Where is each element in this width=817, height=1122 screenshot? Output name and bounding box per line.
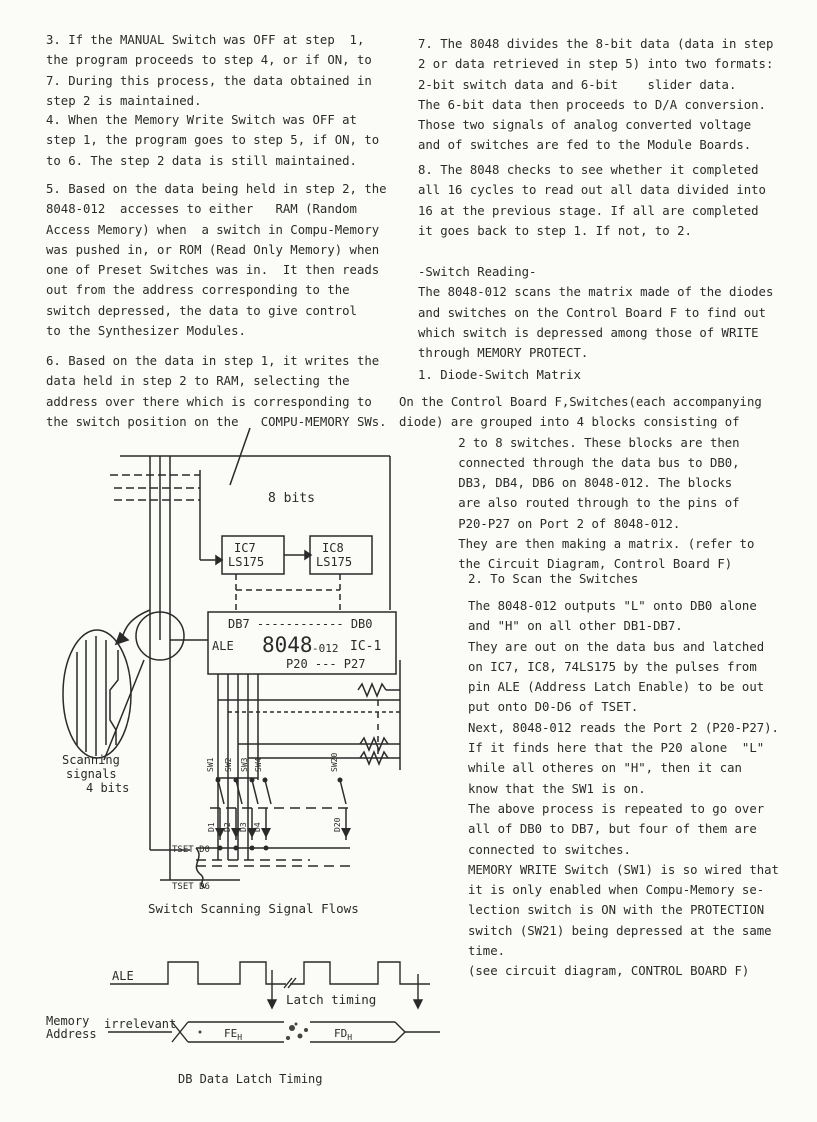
text-line: know that the SW1 is on. bbox=[468, 781, 646, 796]
diode-d20: D20 bbox=[333, 817, 342, 832]
text-line: all 16 cycles to read out all data divided into bbox=[418, 183, 766, 198]
memory-label: Memory bbox=[46, 1014, 90, 1028]
ic7-type: LS175 bbox=[228, 555, 265, 569]
text-line: (see circuit diagram, CONTROL BOARD F) bbox=[468, 964, 750, 979]
text-line: switch depressed, the data to give control bbox=[46, 303, 357, 318]
text-line: the program proceeds to step 4, or if ON, to bbox=[46, 53, 372, 68]
ic7-name: IC7 bbox=[234, 541, 256, 555]
text-line: all of DB0 to DB7, but four of them are bbox=[468, 822, 757, 837]
text-line: was pushed in, or ROM (Read Only Memory) when bbox=[46, 242, 380, 257]
diode-d3: D3 bbox=[239, 822, 248, 832]
text-line: diode) are grouped into 4 blocks consisting of bbox=[399, 415, 740, 430]
scan-label-2: signals bbox=[66, 767, 117, 781]
text-line: address over there which is corresponding to bbox=[46, 394, 372, 409]
switch-sw1: SW1 bbox=[206, 757, 215, 772]
ic8-type: LS175 bbox=[316, 555, 353, 569]
text-line: The above process is repeated to go over bbox=[468, 801, 765, 816]
text-line: while all otheres on "H", then it can bbox=[468, 761, 742, 776]
text-line: Next, 8048-012 reads the Port 2 (P20-P27). bbox=[468, 720, 779, 735]
text-line: 2 or data retrieved in step 5) into two formats: bbox=[418, 57, 774, 72]
text-line: Those two signals of analog converted voltage bbox=[418, 118, 752, 133]
text-line: and of switches are fed to the Module Boards. bbox=[418, 138, 752, 153]
switch-sw4: SW4 bbox=[254, 757, 263, 772]
text-line: connected to switches. bbox=[468, 842, 631, 857]
text-line: On the Control Board F,Switches(each accompanying bbox=[399, 395, 762, 409]
text-line: which switch is depressed among those of WRITE bbox=[418, 325, 759, 340]
text-line: one of Preset Switches was in. It then reads bbox=[46, 263, 380, 278]
scan-label-1: Scanning bbox=[62, 753, 120, 767]
diode-d1: D1 bbox=[207, 822, 216, 832]
latch-timing-diagram bbox=[0, 950, 460, 1100]
text-line: -Switch Reading- bbox=[418, 265, 537, 279]
text-line: the Circuit Diagram, Control Board F) bbox=[399, 557, 733, 572]
text-line: 5. Based on the data being held in step 2, the bbox=[46, 182, 387, 196]
text-line: are also routed through to the pins of bbox=[399, 496, 740, 511]
text-line: They are then making a matrix. (refer to bbox=[399, 537, 755, 552]
text-line: it goes back to step 1. If not, to 2. bbox=[418, 223, 692, 238]
text-line: through MEMORY PROTECT. bbox=[418, 346, 589, 361]
switch-sw20: SW20 bbox=[330, 752, 339, 772]
text-line: 7. The 8048 divides the 8-bit data (data in step bbox=[418, 37, 774, 51]
text-line: Access Memory) when a switch in Compu-Memory bbox=[46, 222, 380, 237]
fe-label: $FE_H$ bbox=[224, 1027, 243, 1042]
section-2-title: 2. To Scan the Switches bbox=[468, 572, 639, 586]
text-line: and "H" on all other DB1-DB7. bbox=[468, 619, 683, 634]
label-8-bits: 8 bits bbox=[268, 491, 315, 506]
text-line: P20-P27 on Port 2 of 8048-012. bbox=[399, 516, 681, 531]
tset-d6-label: TSET D6 bbox=[172, 882, 210, 892]
text-line: DB3, DB4, DB6 on 8048-012. The blocks bbox=[399, 476, 733, 491]
diagram1-caption: Switch Scanning Signal Flows bbox=[148, 901, 359, 916]
timing-ale-label: ALE bbox=[112, 969, 134, 983]
chip-sub-label: -012 bbox=[312, 642, 339, 655]
db-range: DB7 ------------ DB0 bbox=[228, 617, 373, 631]
text-line: to the Synthesizer Modules. bbox=[46, 324, 246, 339]
text-line: 7. During this process, the data obtained in bbox=[46, 73, 372, 88]
text-line: 8. The 8048 checks to see whether it completed bbox=[418, 163, 759, 177]
text-line: If it finds here that the P20 alone "L" bbox=[468, 741, 765, 756]
section-1-title: 1. Diode-Switch Matrix bbox=[418, 368, 581, 382]
diode-d2: D2 bbox=[223, 822, 232, 832]
tset-d0-label: TSET D0 bbox=[172, 845, 210, 855]
diagram2-caption: DB Data Latch Timing bbox=[178, 1072, 323, 1086]
text-line: MEMORY WRITE Switch (SW1) is so wired that bbox=[468, 862, 779, 877]
text-line: step 2 is maintained. bbox=[46, 93, 202, 108]
ic8-name: IC8 bbox=[322, 541, 344, 555]
text-line: on IC7, IC8, 74LS175 by the pulses from bbox=[468, 659, 757, 674]
text-line: 16 at the previous stage. If all are completed bbox=[418, 203, 759, 218]
text-line: and switches on the Control Board F to find out bbox=[418, 305, 766, 320]
ale-pin: ALE bbox=[212, 639, 234, 653]
text-line: lection switch is ON with the PROTECTION bbox=[468, 903, 765, 918]
switch-sw2: SW2 bbox=[224, 757, 233, 772]
text-line: 4. When the Memory Write Switch was OFF at bbox=[46, 113, 357, 127]
text-line: 2-bit switch data and 6-bit slider data. bbox=[418, 77, 737, 92]
text-line: They are out on the data bus and latched bbox=[468, 639, 765, 654]
text-line: switch (SW21) being depressed at the same bbox=[468, 923, 772, 938]
text-line: pin ALE (Address Latch Enable) to be out bbox=[468, 680, 765, 695]
text-line: the switch position on the COMPU-MEMORY SWs. bbox=[46, 414, 387, 429]
text-line: time. bbox=[468, 944, 506, 959]
text-line: to 6. The step 2 data is still maintained. bbox=[46, 153, 357, 168]
text-line: 2 to 8 switches. These blocks are then bbox=[399, 435, 740, 450]
text-line: 6. Based on the data in step 1, it writes the bbox=[46, 354, 380, 368]
text-line: it is only enabled when Compu-Memory se- bbox=[468, 883, 765, 898]
text-line: The 8048-012 scans the matrix made of the diodes bbox=[418, 285, 774, 300]
scan-label-3: 4 bits bbox=[86, 781, 130, 795]
text-line: connected through the data bus to DB0, bbox=[399, 455, 740, 470]
port-range: P20 --- P27 bbox=[286, 657, 366, 671]
chip-main-label: 8048 bbox=[262, 633, 313, 657]
text-line: out from the address corresponding to the bbox=[46, 283, 350, 298]
diode-d4: D4 bbox=[253, 822, 262, 832]
address-label: Address bbox=[46, 1027, 97, 1041]
chip-ic-label: IC-1 bbox=[350, 639, 382, 654]
text-line: data held in step 2 to RAM, selecting the bbox=[46, 374, 350, 389]
latch-timing-label: Latch timing bbox=[286, 992, 377, 1007]
text-line: The 8048-012 outputs "L" onto DB0 alone bbox=[468, 599, 757, 613]
irrelevant-label: irrelevant bbox=[104, 1017, 177, 1031]
text-line: 8048-012 accesses to either RAM (Random bbox=[46, 202, 357, 217]
fd-label: $FD_H$ bbox=[334, 1027, 353, 1042]
text-line: 3. If the MANUAL Switch was OFF at step 1, bbox=[46, 33, 365, 47]
text-line: put onto D0-D6 of TSET. bbox=[468, 700, 639, 715]
switch-sw3: SW3 bbox=[240, 757, 249, 772]
text-line: The 6-bit data then proceeds to D/A conversion. bbox=[418, 97, 766, 112]
text-line: step 1, the program goes to step 5, if ON, to bbox=[46, 133, 380, 148]
